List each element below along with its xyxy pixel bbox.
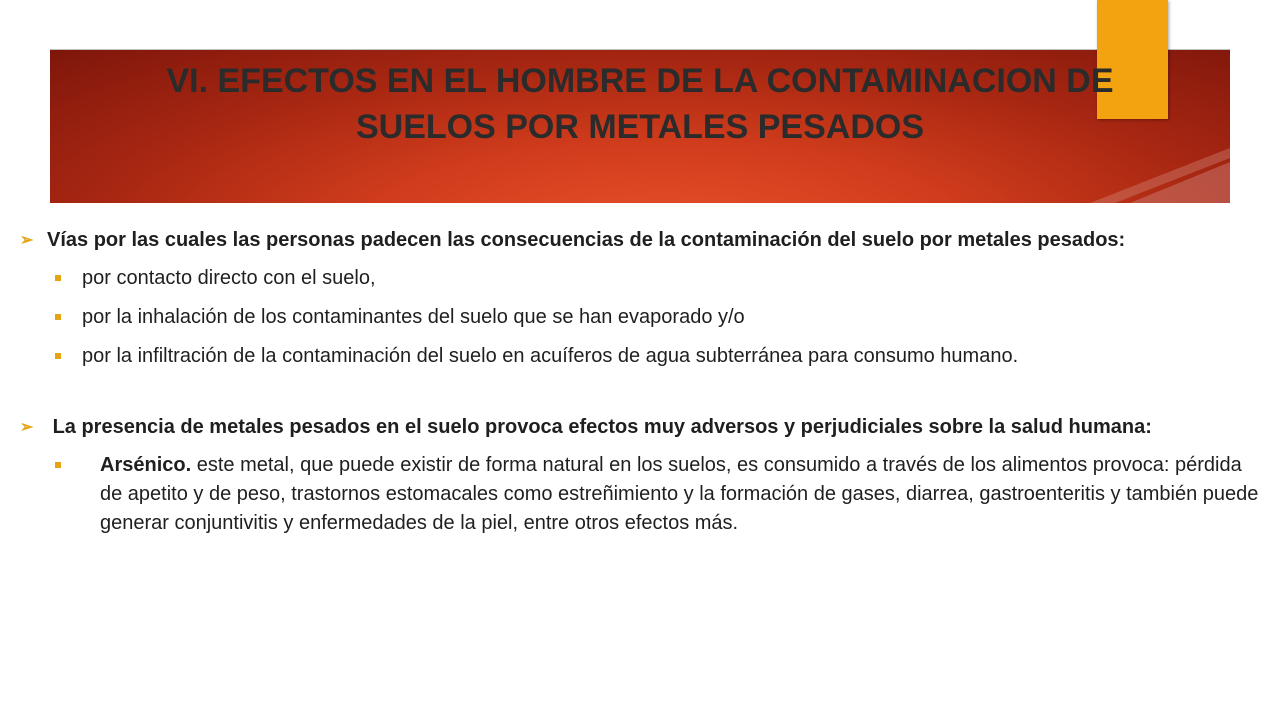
square-bullet-icon: [55, 275, 61, 281]
list-item: [20, 342, 1268, 371]
list-item-text: por la infiltración de la contaminación del suelo en acuíferos de agua subterránea para consumo humano.: [82, 345, 1019, 367]
arrow-bullet-icon: ➢: [20, 232, 34, 249]
list-item: [20, 264, 1268, 293]
slide-content: [20, 226, 1268, 538]
metal-name: Arsénico.: [100, 454, 192, 476]
arrow-bullet-icon: ➢: [20, 419, 34, 436]
list-item-text: por contacto directo con el suelo,: [82, 267, 376, 289]
section-1-heading: Vías por las cuales las personas padecen las consecuencias de la contaminación del suelo por metales pesados:: [47, 229, 1126, 251]
list-item: [20, 303, 1268, 332]
square-bullet-icon: [55, 462, 61, 468]
list-item-text: por la inhalación de los contaminantes del suelo que se han evaporado y/o: [82, 306, 745, 328]
bullet-section-1: [20, 226, 1268, 254]
square-bullet-icon: [55, 353, 61, 359]
section-2-heading: La presencia de metales pesados en el suelo provoca efectos muy adversos y perjudiciales sobre la salud humana:: [47, 416, 1152, 438]
list-item: [20, 451, 1268, 538]
metal-effects-text: este metal, que puede existir de forma natural en los suelos, es consumido a través de los alimentos provoca: pérdida de apetito y de peso, trastornos estomacales como estreñimiento y la formación de gases, diarrea, gastroenteritis y también puede generar conjuntivitis y enfermedades de la piel, entre otros efectos más.: [100, 454, 1259, 534]
slide-title: VI. EFECTOS EN EL HOMBRE DE LA CONTAMINACION DE SUELOS POR METALES PESADOS: [166, 62, 1114, 146]
square-bullet-icon: [55, 314, 61, 320]
bullet-section-2: [20, 413, 1268, 441]
